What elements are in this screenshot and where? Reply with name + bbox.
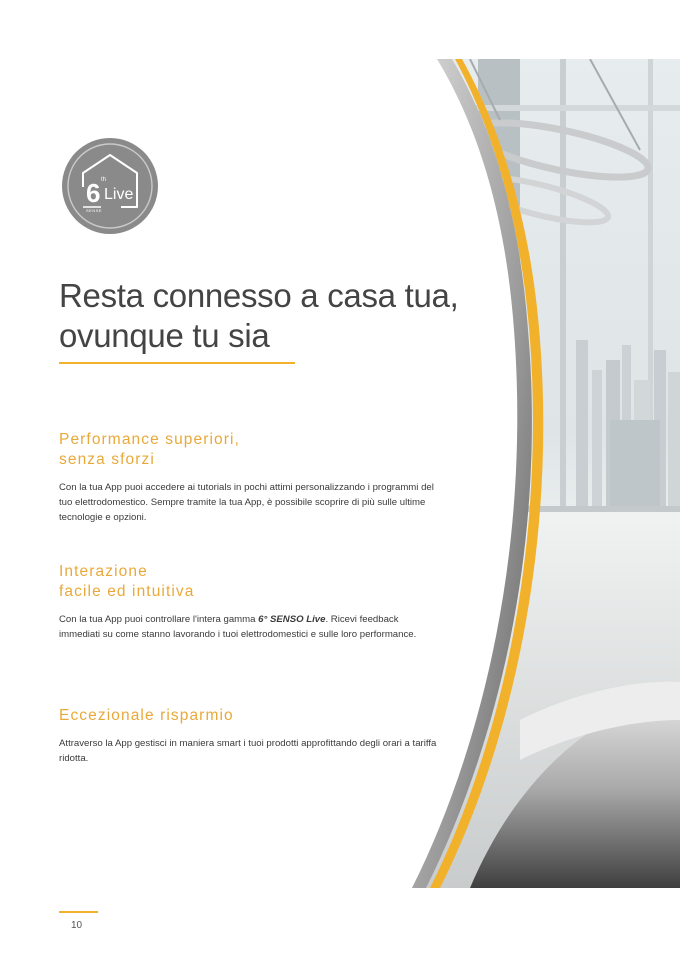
headline-underline — [59, 362, 295, 364]
logo-badge — [61, 137, 159, 235]
logo-word: Live — [104, 186, 134, 203]
logo-number: 6 — [86, 178, 101, 208]
section-title-line-2: facile ed intuitiva — [59, 583, 195, 600]
section-body-text: Con la tua App puoi controllare l'intera gamma — [59, 614, 259, 625]
six-sense-live-logo — [61, 137, 159, 235]
section-title-line-2: senza sforzi — [59, 451, 155, 468]
section-title-line-1: Eccezionale risparmio — [59, 707, 234, 724]
section-body: Attraverso la App gestisci in maniera smart i tuoi prodotti approfittando degli orari a tariffa ridotta. — [59, 738, 437, 764]
section-performance — [59, 430, 439, 525]
page-headline — [59, 276, 479, 356]
headline-line-2: ovunque tu sia — [59, 317, 270, 354]
section-body-text: . Ricevi feedback immediati su come stanno lavorando i tuoi elettrodomestici e sulle loro performance. — [59, 614, 417, 640]
section-title — [59, 562, 439, 602]
section-title-line-1: Performance superiori, — [59, 431, 240, 448]
headline-line-1: Resta connesso a casa tua, — [59, 277, 459, 314]
section-title — [59, 706, 439, 726]
product-name-emphasis: 6° SENSO Live — [258, 614, 326, 625]
page-number: 10 — [71, 920, 83, 931]
logo-tagline: SENSE — [86, 208, 103, 213]
section-body: Con la tua App puoi accedere ai tutorials in pochi attimi personalizzando i programmi del tuo elettrodomestico. Sempre tramite la tua App, è possibile scoprire di più sulle ultime tecnologie e opzioni. — [59, 482, 434, 523]
section-interaction — [59, 562, 439, 642]
logo-superscript: th — [101, 177, 107, 183]
section-savings — [59, 706, 439, 766]
section-body — [59, 612, 439, 642]
footer-rule — [59, 911, 98, 913]
section-title-line-1: Interazione — [59, 563, 148, 580]
section-title — [59, 430, 439, 470]
